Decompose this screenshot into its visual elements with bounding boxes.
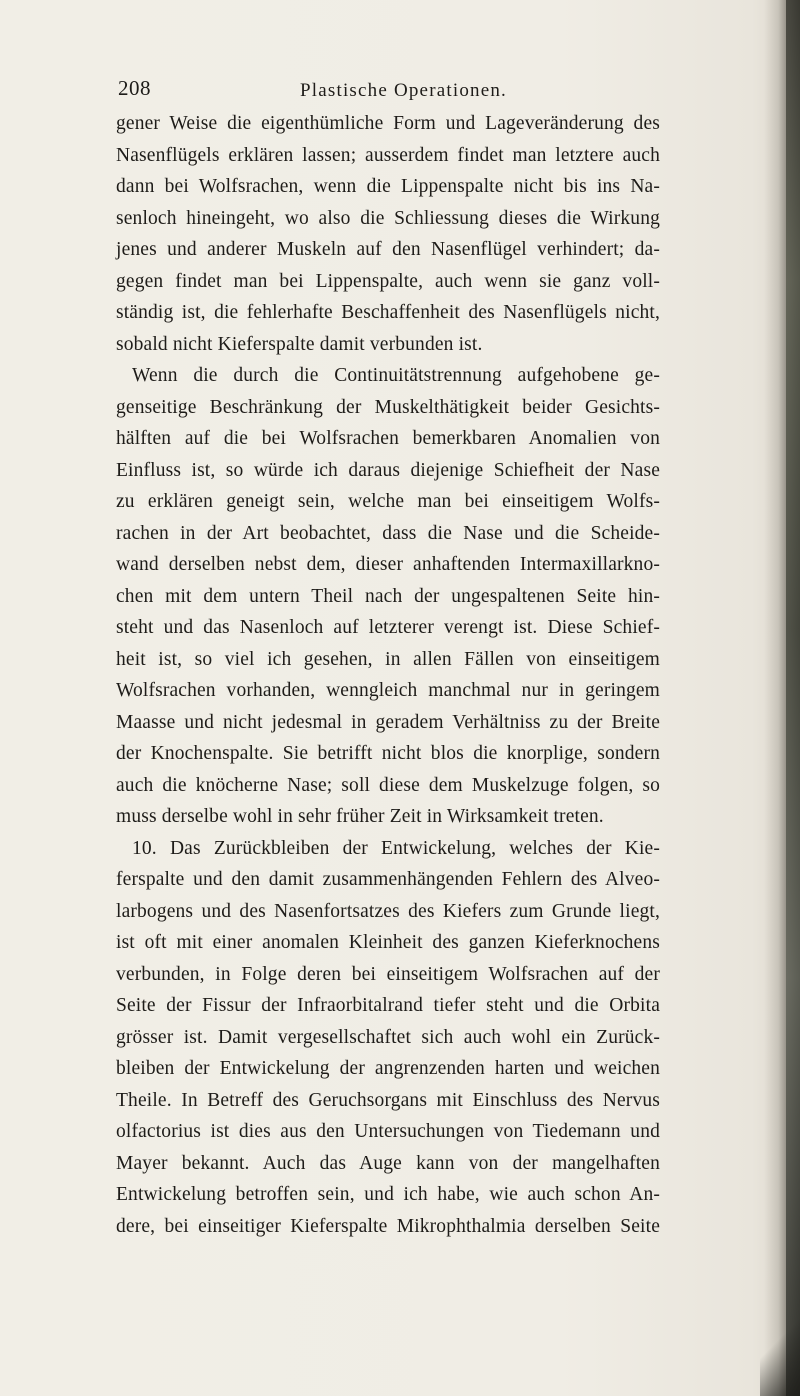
text-line: steht und das Nasenloch auf letzterer verengt ist. Diese Schief- xyxy=(116,617,660,638)
text-line: Seite der Fissur der Infraorbitalrand tiefer steht und die Orbita xyxy=(116,995,660,1016)
text-line: hälften auf die bei Wolfsrachen bemerkbaren Anomalien von xyxy=(116,428,660,449)
book-binding-edge xyxy=(786,0,800,1396)
text-line: Maasse und nicht jedesmal in geradem Verhältniss zu der Breite xyxy=(116,711,660,733)
text-line: ist oft mit einer anomalen Kleinheit des ganzen Kieferknochens xyxy=(116,932,660,953)
text-line: wand derselben nebst dem, dieser anhaftenden Intermaxillarkno- xyxy=(116,554,660,575)
text-line: jenes und anderer Muskeln auf den Nasenflügel verhindert; da- xyxy=(116,239,660,260)
text-line: genseitige Beschränkung der Muskelthätigkeit beider Gesichts- xyxy=(116,396,660,418)
text-line: bleiben der Entwickelung der angrenzenden harten und weichen xyxy=(116,1058,660,1079)
running-head: Plastische Operationen. xyxy=(300,80,507,101)
text-line: dann bei Wolfsrachen, wenn die Lippenspalte nicht bis ins Na- xyxy=(116,176,660,197)
text-line: rachen in der Art beobachtet, dass die Nase und die Scheide- xyxy=(116,522,660,544)
text-line: Mayer bekannt. Auch das Auge kann von der mangelhaften xyxy=(116,1152,660,1174)
text-line: Wolfsrachen vorhanden, wenngleich manchmal nur in geringem xyxy=(116,680,660,701)
page-corner-shadow xyxy=(760,1306,800,1396)
text-line: Einfluss ist, so würde ich daraus diejenige Schiefheit der Nase xyxy=(116,459,660,481)
text-line: heit ist, so viel ich gesehen, in allen Fällen von einseitigem xyxy=(116,648,660,670)
text-line: zu erklären geneigt sein, welche man bei einseitigem Wolfs- xyxy=(116,491,660,512)
text-line: gegen findet man bei Lippenspalte, auch wenn sie ganz voll- xyxy=(116,270,660,292)
page-number: 208 xyxy=(118,76,151,100)
text-line: ferspalte und den damit zusammenhängenden Fehlern des Alveo- xyxy=(116,869,660,890)
text-line: muss derselbe wohl in sehr früher Zeit in Wirksamkeit treten. xyxy=(116,806,604,827)
body-text xyxy=(116,108,660,1242)
text-line: auch die knöcherne Nase; soll diese dem Muskelzuge folgen, so xyxy=(116,774,660,796)
text-line: senloch hineingeht, wo also die Schliessung dieses die Wirkung xyxy=(116,207,660,229)
paragraph-start-line: 10. Das Zurückbleiben der Entwickelung, welches der Kie- xyxy=(132,837,660,859)
text-line: dere, bei einseitiger Kieferspalte Mikrophthalmia derselben Seite xyxy=(116,1215,660,1237)
text-line: larbogens und des Nasenfortsatzes des Kiefers zum Grunde liegt, xyxy=(116,900,660,922)
text-line: ständig ist, die fehlerhafte Beschaffenheit des Nasenflügels nicht, xyxy=(116,302,660,323)
text-line: grösser ist. Damit vergesellschaftet sich auch wohl ein Zurück- xyxy=(116,1026,660,1048)
text-line: Nasenflügels erklären lassen; ausserdem findet man letztere auch xyxy=(116,144,660,166)
page-header xyxy=(118,76,678,110)
text-line: Theile. In Betreff des Geruchsorgans mit Einschluss des Nervus xyxy=(116,1089,660,1111)
text-line: Entwickelung betroffen sein, und ich habe, wie auch schon An- xyxy=(116,1184,660,1205)
text-line: der Knochenspalte. Sie betrifft nicht blos die knorplige, sondern xyxy=(116,743,660,764)
text-line: olfactorius ist dies aus den Untersuchungen von Tiedemann und xyxy=(116,1121,660,1142)
text-line: gener Weise die eigenthümliche Form und Lageveränderung des xyxy=(116,113,660,134)
text-line: chen mit dem untern Theil nach der ungespaltenen Seite hin- xyxy=(116,585,660,607)
text-line: verbunden, in Folge deren bei einseitigem Wolfsrachen auf der xyxy=(116,963,660,985)
paragraph-start-line: Wenn die durch die Continuitätstrennung aufgehobene ge- xyxy=(132,365,660,386)
text-line: sobald nicht Kieferspalte damit verbunden ist. xyxy=(116,333,483,355)
